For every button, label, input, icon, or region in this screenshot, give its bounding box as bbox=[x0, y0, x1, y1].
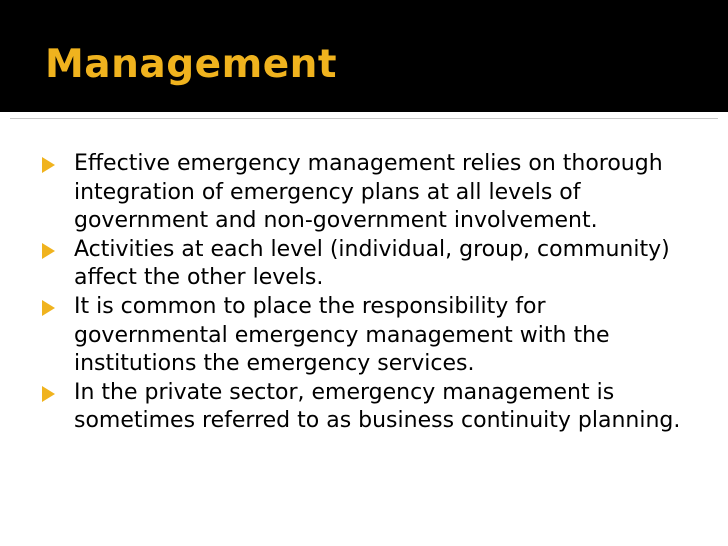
bullet-arrow-icon bbox=[42, 243, 55, 259]
bullet-arrow-icon bbox=[42, 386, 55, 402]
title-bar bbox=[0, 0, 728, 112]
bullet-text: Activities at each level (individual, group, community) affect the other levels. bbox=[74, 236, 670, 291]
bullet-item bbox=[38, 150, 698, 236]
bullet-item bbox=[38, 236, 698, 293]
bullet-item bbox=[38, 293, 698, 379]
bullet-arrow-icon bbox=[42, 300, 55, 316]
bullet-text: Effective emergency management relies on thorough integration of emergency plans at all levels of government and non-government involvement. bbox=[74, 151, 663, 234]
title-divider bbox=[10, 118, 718, 119]
slide-title: Management bbox=[45, 42, 338, 87]
bullet-list bbox=[38, 150, 698, 436]
bullet-text: It is common to place the responsibility for governmental emergency management with the institutions the emergency services. bbox=[74, 293, 610, 377]
bullet-arrow-icon bbox=[42, 157, 55, 173]
bullet-item bbox=[38, 379, 698, 436]
bullet-text: In the private sector, emergency management is sometimes referred to as business continuity planning. bbox=[74, 379, 681, 434]
